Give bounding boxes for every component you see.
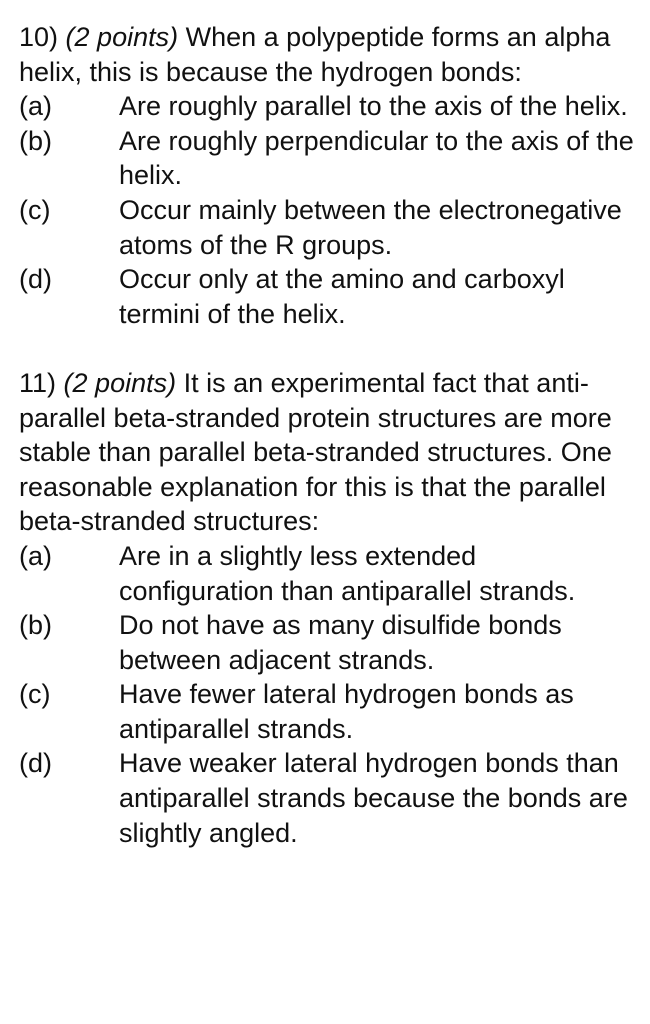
option-letter: (a)	[19, 540, 52, 571]
option-letter: (d)	[19, 264, 52, 295]
answer-option-b[interactable]	[19, 124, 636, 193]
option-letter: (a)	[19, 91, 52, 122]
question-number: 11)	[19, 367, 57, 398]
option-letter: (b)	[19, 125, 52, 156]
option-text: Do not have as many disulfide bonds between adjacent strands.	[119, 610, 562, 675]
option-text: Occur mainly between the electronegative atoms of the R groups.	[119, 194, 622, 260]
option-letter: (c)	[19, 679, 51, 710]
option-text: Are roughly perpendicular to the axis of the helix.	[119, 125, 634, 191]
option-letter: (d)	[19, 748, 52, 779]
answer-option-c[interactable]	[19, 193, 636, 262]
answer-option-a[interactable]	[19, 89, 636, 124]
question-11	[19, 366, 636, 850]
question-points: (2 points)	[65, 22, 179, 52]
answer-option-d[interactable]	[19, 746, 636, 850]
answer-options	[19, 89, 636, 331]
question-points: (2 points)	[63, 367, 177, 398]
option-text: Have fewer lateral hydrogen bonds as antiparallel strands.	[119, 679, 574, 744]
question-text: When a polypeptide forms an alpha helix, this is because the hydrogen bonds:	[19, 22, 611, 87]
answer-options	[19, 539, 636, 850]
option-text: Have weaker lateral hydrogen bonds than antiparallel strands because the bonds are slightly angled.	[119, 748, 628, 848]
question-stem	[19, 366, 636, 539]
question-number: 10)	[19, 22, 59, 52]
answer-option-b[interactable]	[19, 608, 636, 677]
option-letter: (b)	[19, 610, 52, 641]
option-letter: (c)	[19, 194, 51, 225]
question-10	[19, 20, 636, 331]
option-text: Are roughly parallel to the axis of the helix.	[119, 91, 628, 122]
option-text: Occur only at the amino and carboxyl termini of the helix.	[119, 264, 565, 329]
answer-option-d[interactable]	[19, 262, 636, 331]
question-stem	[19, 20, 636, 89]
answer-option-c[interactable]	[19, 677, 636, 746]
question-text: It is an experimental fact that anti-parallel beta-stranded protein structures are more stable than parallel beta-stranded structures. One reasonable explanation for this is that the parallel beta-stranded structures:	[19, 367, 612, 537]
option-text: Are in a slightly less extended configuration than antiparallel strands.	[119, 540, 576, 606]
answer-option-a[interactable]	[19, 539, 636, 608]
